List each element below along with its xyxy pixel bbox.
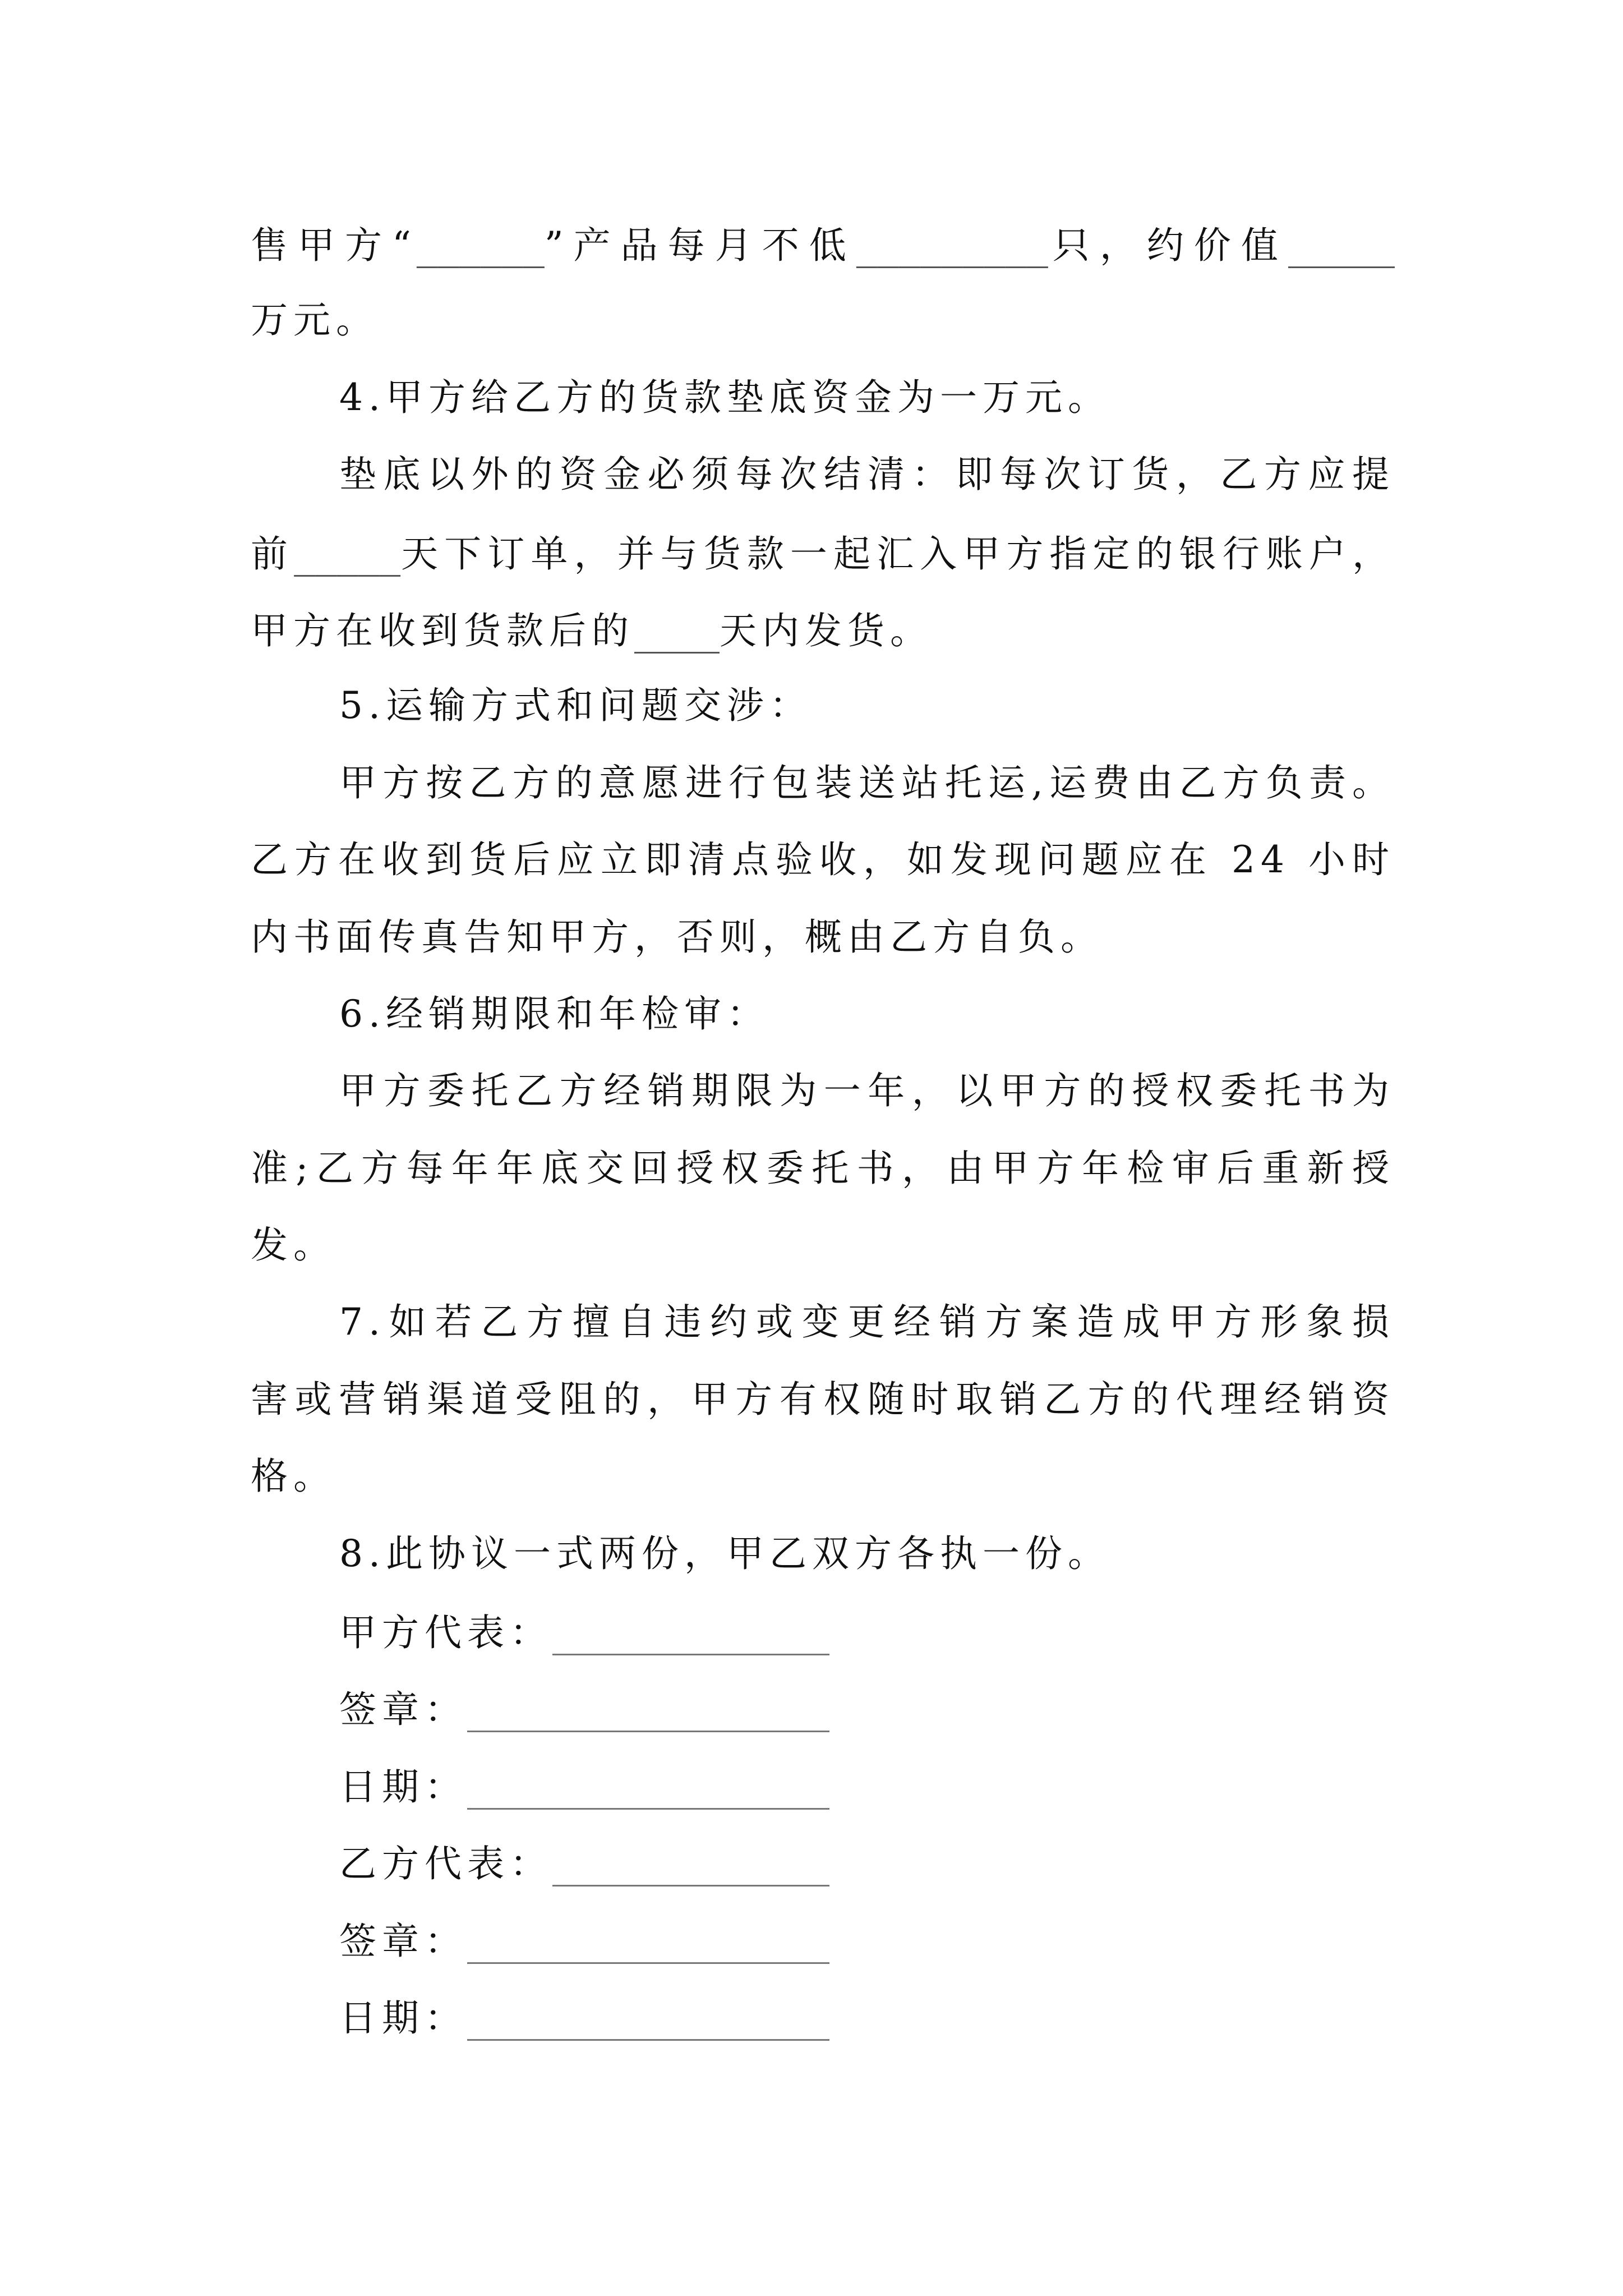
party-b-seal-label: 签章： — [339, 1919, 467, 1963]
party-b-date-blank: _________________ — [467, 1990, 829, 2041]
product-name-blank: ______ — [416, 218, 545, 268]
party-a-representative-line — [251, 1592, 1395, 1669]
party-a-date-line — [251, 1746, 1395, 1823]
value-blank: _____ — [1288, 218, 1395, 268]
clause-8-text: 8.此协议一式两份，甲乙双方各执一份。 — [339, 1531, 1110, 1575]
clause-5-heading: 5.运输方式和问题交涉： — [339, 684, 812, 728]
clause-4-line-2 — [251, 513, 1395, 590]
party-b-seal-blank: _________________ — [467, 1913, 829, 1964]
clause-4-line-3 — [251, 590, 1395, 667]
party-b-date-label: 日期： — [339, 1996, 467, 2040]
shipping-days-blank: ____ — [634, 603, 720, 654]
clause-5-line-1: 甲方按乙方的意愿进行包装送站托运,运费由乙方负责。 — [339, 761, 1395, 804]
party-a-date-label: 日期： — [339, 1765, 467, 1809]
monthly-quantity-blank: _________ — [856, 218, 1048, 268]
party-a-date-blank: _________________ — [467, 1759, 829, 1810]
clause-6-heading: 6.经销期限和年检审： — [339, 992, 769, 1036]
party-b-seal-line — [251, 1901, 1395, 1977]
party-b-date-line — [251, 1977, 1395, 2054]
party-b-representative-line — [251, 1823, 1395, 1900]
clause-3-line-2: 万元。 — [251, 298, 379, 342]
text-segment: 售甲方“ — [251, 224, 417, 267]
clause-6-line-3: 发。 — [251, 1223, 336, 1267]
party-a-seal-label: 签章： — [339, 1688, 467, 1732]
text-segment: 前 — [251, 532, 294, 576]
party-a-representative-label: 甲方代表： — [339, 1611, 552, 1655]
party-a-seal-blank: _________________ — [467, 1682, 829, 1733]
party-b-representative-blank: _____________ — [552, 1837, 829, 1887]
party-a-seal-line — [251, 1669, 1395, 1746]
text-segment: 只，约价值 — [1048, 224, 1288, 267]
text-segment: 甲方在收到货款后的 — [251, 609, 634, 652]
clause-3-line-1 — [251, 205, 1395, 282]
clause-6-line-1: 甲方委托乙方经销期限为一年，以甲方的授权委托书为 — [339, 1069, 1395, 1113]
clause-4-line-1: 垫底以外的资金必须每次结清：即每次订货，乙方应提 — [339, 453, 1395, 496]
clause-4-heading: 4.甲方给乙方的货款垫底资金为一万元。 — [339, 375, 1110, 419]
clause-7-line-1: 7.如若乙方擅自违约或变更经销方案造成甲方形象损 — [339, 1300, 1395, 1344]
clause-5-line-3: 内书面传真告知甲方，否则，概由乙方自负。 — [251, 915, 1103, 959]
clause-6-line-2: 准;乙方每年年底交回授权委托书，由甲方年检审后重新授 — [251, 1146, 1395, 1190]
text-segment: ”产品每月不低 — [544, 224, 856, 267]
party-a-representative-blank: _____________ — [552, 1605, 829, 1656]
clause-7-line-3: 格。 — [251, 1455, 336, 1498]
clause-5-line-2: 乙方在收到货后应立即清点验收，如发现问题应在 24 小时 — [251, 838, 1395, 882]
text-segment: 天内发货。 — [720, 609, 933, 652]
order-days-blank: _____ — [294, 526, 401, 577]
text-segment: 天下订单，并与货款一起汇入甲方指定的银行账户， — [400, 532, 1395, 576]
contract-body — [251, 205, 1395, 2054]
clause-7-line-2: 害或营销渠道受阻的，甲方有权随时取销乙方的代理经销资 — [251, 1377, 1395, 1421]
party-b-representative-label: 乙方代表： — [339, 1842, 552, 1886]
